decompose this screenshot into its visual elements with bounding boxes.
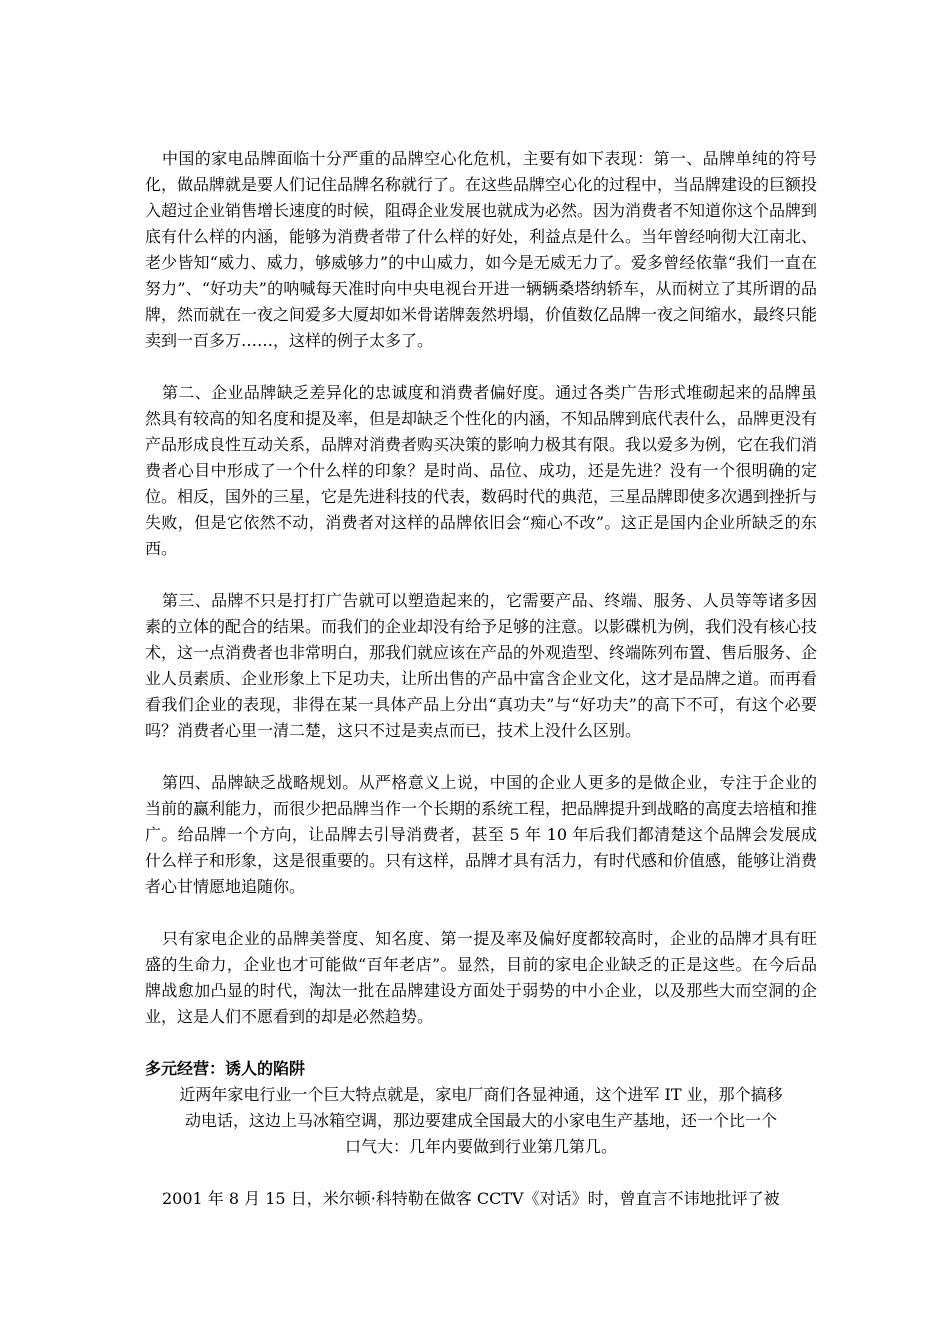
paragraph-gap: [145, 562, 817, 588]
paragraph-2: 第二、企业品牌缺乏差异化的忠诚度和消费者偏好度。通过各类广告形式堆砌起来的品牌虽然具有较高的知名度和提及率，但是却缺乏个性化的内涵，不知品牌到底代表什么，品牌更没有产品形成良性互动关系，品牌对消费者购买决策的影响力极其有限。我以爱多为例，它在我们消费者心目中形成了一个什么样的印象？是时尚、品位、成功，还是先进？没有一个很明确的定位。相反，国外的三星，它是先进科技的代表，数码时代的典范，三星品牌即使多次遇到挫折与失败，但是它依然不动，消费者对这样的品牌依旧会“痴心不改”。这正是国内企业所缺乏的东西。: [145, 383, 818, 558]
paragraph-3: 第三、品牌不只是打打广告就可以塑造起来的，它需要产品、终端、服务、人员等等诸多因素的立体的配合的结果。而我们的企业却没有给予足够的注意。以影碟机为例，我们没有核心技术，这一点消费者也非常明白，那我们就应该在产品的外观造型、终端陈列布置、售后服务、企业人员素质、企业形象上下足功夫，让所出售的产品中富含企业文化，这才是品牌之道。而再看看我们企业的表现，非得在某一具体产品上分出“真功夫”与“好功夫”的高下不可，有这个必要吗？消费者心里一清二楚，这只不过是卖点而已，技术上没什么区别。: [145, 591, 818, 740]
section-heading: 多元经营：诱人的陷阱: [145, 1059, 306, 1078]
paragraph-gap: [145, 744, 817, 770]
paragraph-5: 只有家电企业的品牌美誉度、知名度、第一提及率及偏好度都较高时，企业的品牌才具有旺盛的生命力，企业也才可能做“百年老店”。显然，目前的家电企业缺乏的正是这些。在今后品牌战愈加凸显的时代，淘汰一批在品牌建设方面处于弱势的中小企业，以及那些大而空洞的企业，这是人们不愿看到的却是必然趋势。: [145, 929, 817, 1026]
paragraph-1: 中国的家电品牌面临十分严重的品牌空心化危机，主要有如下表现：第一、品牌单纯的符号化，做品牌就是要人们记住品牌名称就行了。在这些品牌空心化的过程中，当品牌建设的巨额投入超过企业销售增长速度的时候，阻碍企业发展也就成为必然。因为消费者不知道你这个品牌到底有什么样的内涵，能够为消费者带了什么样的好处，利益点是什么。当年曾经响彻大江南北、老少皆知“威力、威力，够威够力”的中山威力，如今是无威无力了。爱多曾经依靠“我们一直在努力”、“好功夫”的呐喊每天准时向中央电视台开进一辆辆桑塔纳轿车，从而树立了其所谓的品牌，然而就在一夜之间爱多大厦却如米骨诺牌轰然坍塌，价值数亿品牌一夜之间缩水，最终只能卖到一百多万……，这样的例子太多了。: [145, 149, 818, 350]
last-paragraph: 2001 年 8 月 15 日，米尔顿·科特勒在做客 CCTV《对话》时，曾直言不讳地批评了被: [162, 1189, 780, 1208]
document-page: [145, 146, 817, 1212]
centered-line-3: 口气大：几年内要做到行业第几第几。: [344, 1137, 617, 1156]
paragraph-gap: [145, 354, 817, 380]
paragraph-gap: [145, 900, 817, 926]
paragraph-4: 第四、品牌缺乏战略规划。从严格意义上说，中国的企业人更多的是做企业，专注于企业的当前的赢利能力，而很少把品牌当作一个长期的系统工程，把品牌提升到战略的高度去培植和推广。给品牌一个方向，让品牌去引导消费者，甚至 5 年 10 年后我们都清楚这个品牌会发展成什么样子和形象，这是很重要的。只有这样，品牌才具有活力，有时代感和价值感，能够让消费者心甘情愿地追随你。: [145, 773, 818, 896]
paragraph-gap: [145, 1160, 817, 1186]
centered-line-2: 动电话，这边上马冰箱空调，那边要建成全国最大的小家电生产基地，还一个比一个: [184, 1111, 777, 1130]
paragraph-gap: [145, 1030, 817, 1056]
centered-line-1: 近两年家电行业一个巨大特点就是，家电厂商们各显神通，这个进军 IT 业，那个搞移: [179, 1085, 783, 1104]
